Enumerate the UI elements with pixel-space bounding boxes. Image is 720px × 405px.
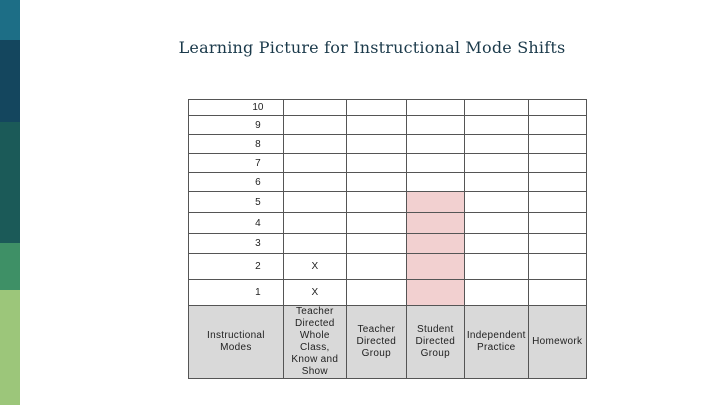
grid-cell	[346, 192, 406, 213]
grid-cell	[528, 280, 586, 306]
table-row	[189, 280, 587, 306]
table-row	[189, 254, 587, 280]
slide-title: Learning Picture for Instructional Mode Shifts	[178, 38, 566, 57]
grid-cell	[528, 135, 586, 154]
table-row	[189, 173, 587, 192]
grid-cell	[283, 116, 346, 135]
scale-label: 8	[189, 135, 284, 154]
grid-cell	[346, 280, 406, 306]
grid-cell	[528, 234, 586, 254]
grid-cell	[406, 100, 464, 116]
grid-cell	[406, 213, 464, 234]
grid-cell	[406, 254, 464, 280]
accent-stripe-4	[0, 243, 20, 290]
modes-row	[189, 306, 587, 379]
table-row	[189, 135, 587, 154]
grid-cell	[464, 154, 528, 173]
scale-label: 4	[189, 213, 284, 234]
grid-cell	[406, 192, 464, 213]
learning-picture-table	[188, 99, 587, 379]
scale-label: 1	[189, 280, 284, 306]
grid-cell	[283, 100, 346, 116]
grid-cell	[283, 192, 346, 213]
grid-cell	[464, 116, 528, 135]
mode-header: Teacher Directed Group	[346, 306, 406, 379]
table-row	[189, 213, 587, 234]
grid-cell	[464, 254, 528, 280]
scale-label: 9	[189, 116, 284, 135]
mode-header: Teacher Directed Whole Class, Know and Show	[283, 306, 346, 379]
scale-label: 3	[189, 234, 284, 254]
grid-cell	[346, 135, 406, 154]
modes-label: Instructional Modes	[189, 306, 284, 379]
grid-cell	[346, 116, 406, 135]
grid-cell	[406, 154, 464, 173]
grid-cell	[346, 173, 406, 192]
grid-cell	[346, 254, 406, 280]
grid-cell	[528, 116, 586, 135]
grid-cell	[283, 154, 346, 173]
table-row	[189, 192, 587, 213]
grid-cell	[464, 234, 528, 254]
table-row	[189, 116, 587, 135]
tally-mark: X	[283, 254, 346, 280]
scale-label: 5	[189, 192, 284, 213]
grid-cell	[528, 100, 586, 116]
grid-cell	[346, 154, 406, 173]
table-row	[189, 100, 587, 116]
scale-label: 7	[189, 154, 284, 173]
grid-cell	[283, 135, 346, 154]
accent-stripe-3	[0, 122, 20, 243]
grid-cell	[406, 234, 464, 254]
grid-cell	[528, 213, 586, 234]
tally-mark: X	[283, 280, 346, 306]
grid-cell	[283, 213, 346, 234]
mode-header: Independent Practice	[464, 306, 528, 379]
grid-cell	[283, 173, 346, 192]
scale-label: 10	[189, 100, 284, 116]
grid-cell	[346, 213, 406, 234]
accent-stripe-1	[0, 0, 20, 40]
grid-cell	[346, 234, 406, 254]
grid-cell	[528, 192, 586, 213]
grid-cell	[464, 173, 528, 192]
grid-cell	[464, 100, 528, 116]
table-row	[189, 234, 587, 254]
mode-header: Student Directed Group	[406, 306, 464, 379]
grid-cell	[406, 135, 464, 154]
grid-cell	[406, 280, 464, 306]
grid-cell	[528, 254, 586, 280]
grid-cell	[528, 154, 586, 173]
table-row	[189, 154, 587, 173]
grid-cell	[346, 100, 406, 116]
accent-stripe-5	[0, 290, 20, 405]
mode-header: Homework	[528, 306, 586, 379]
grid-cell	[406, 173, 464, 192]
grid-cell	[283, 234, 346, 254]
grid-cell	[464, 192, 528, 213]
grid-cell	[528, 173, 586, 192]
scale-label: 2	[189, 254, 284, 280]
grid-cell	[464, 135, 528, 154]
grid-cell	[464, 213, 528, 234]
scale-label: 6	[189, 173, 284, 192]
grid-cell	[464, 280, 528, 306]
grid-cell	[406, 116, 464, 135]
